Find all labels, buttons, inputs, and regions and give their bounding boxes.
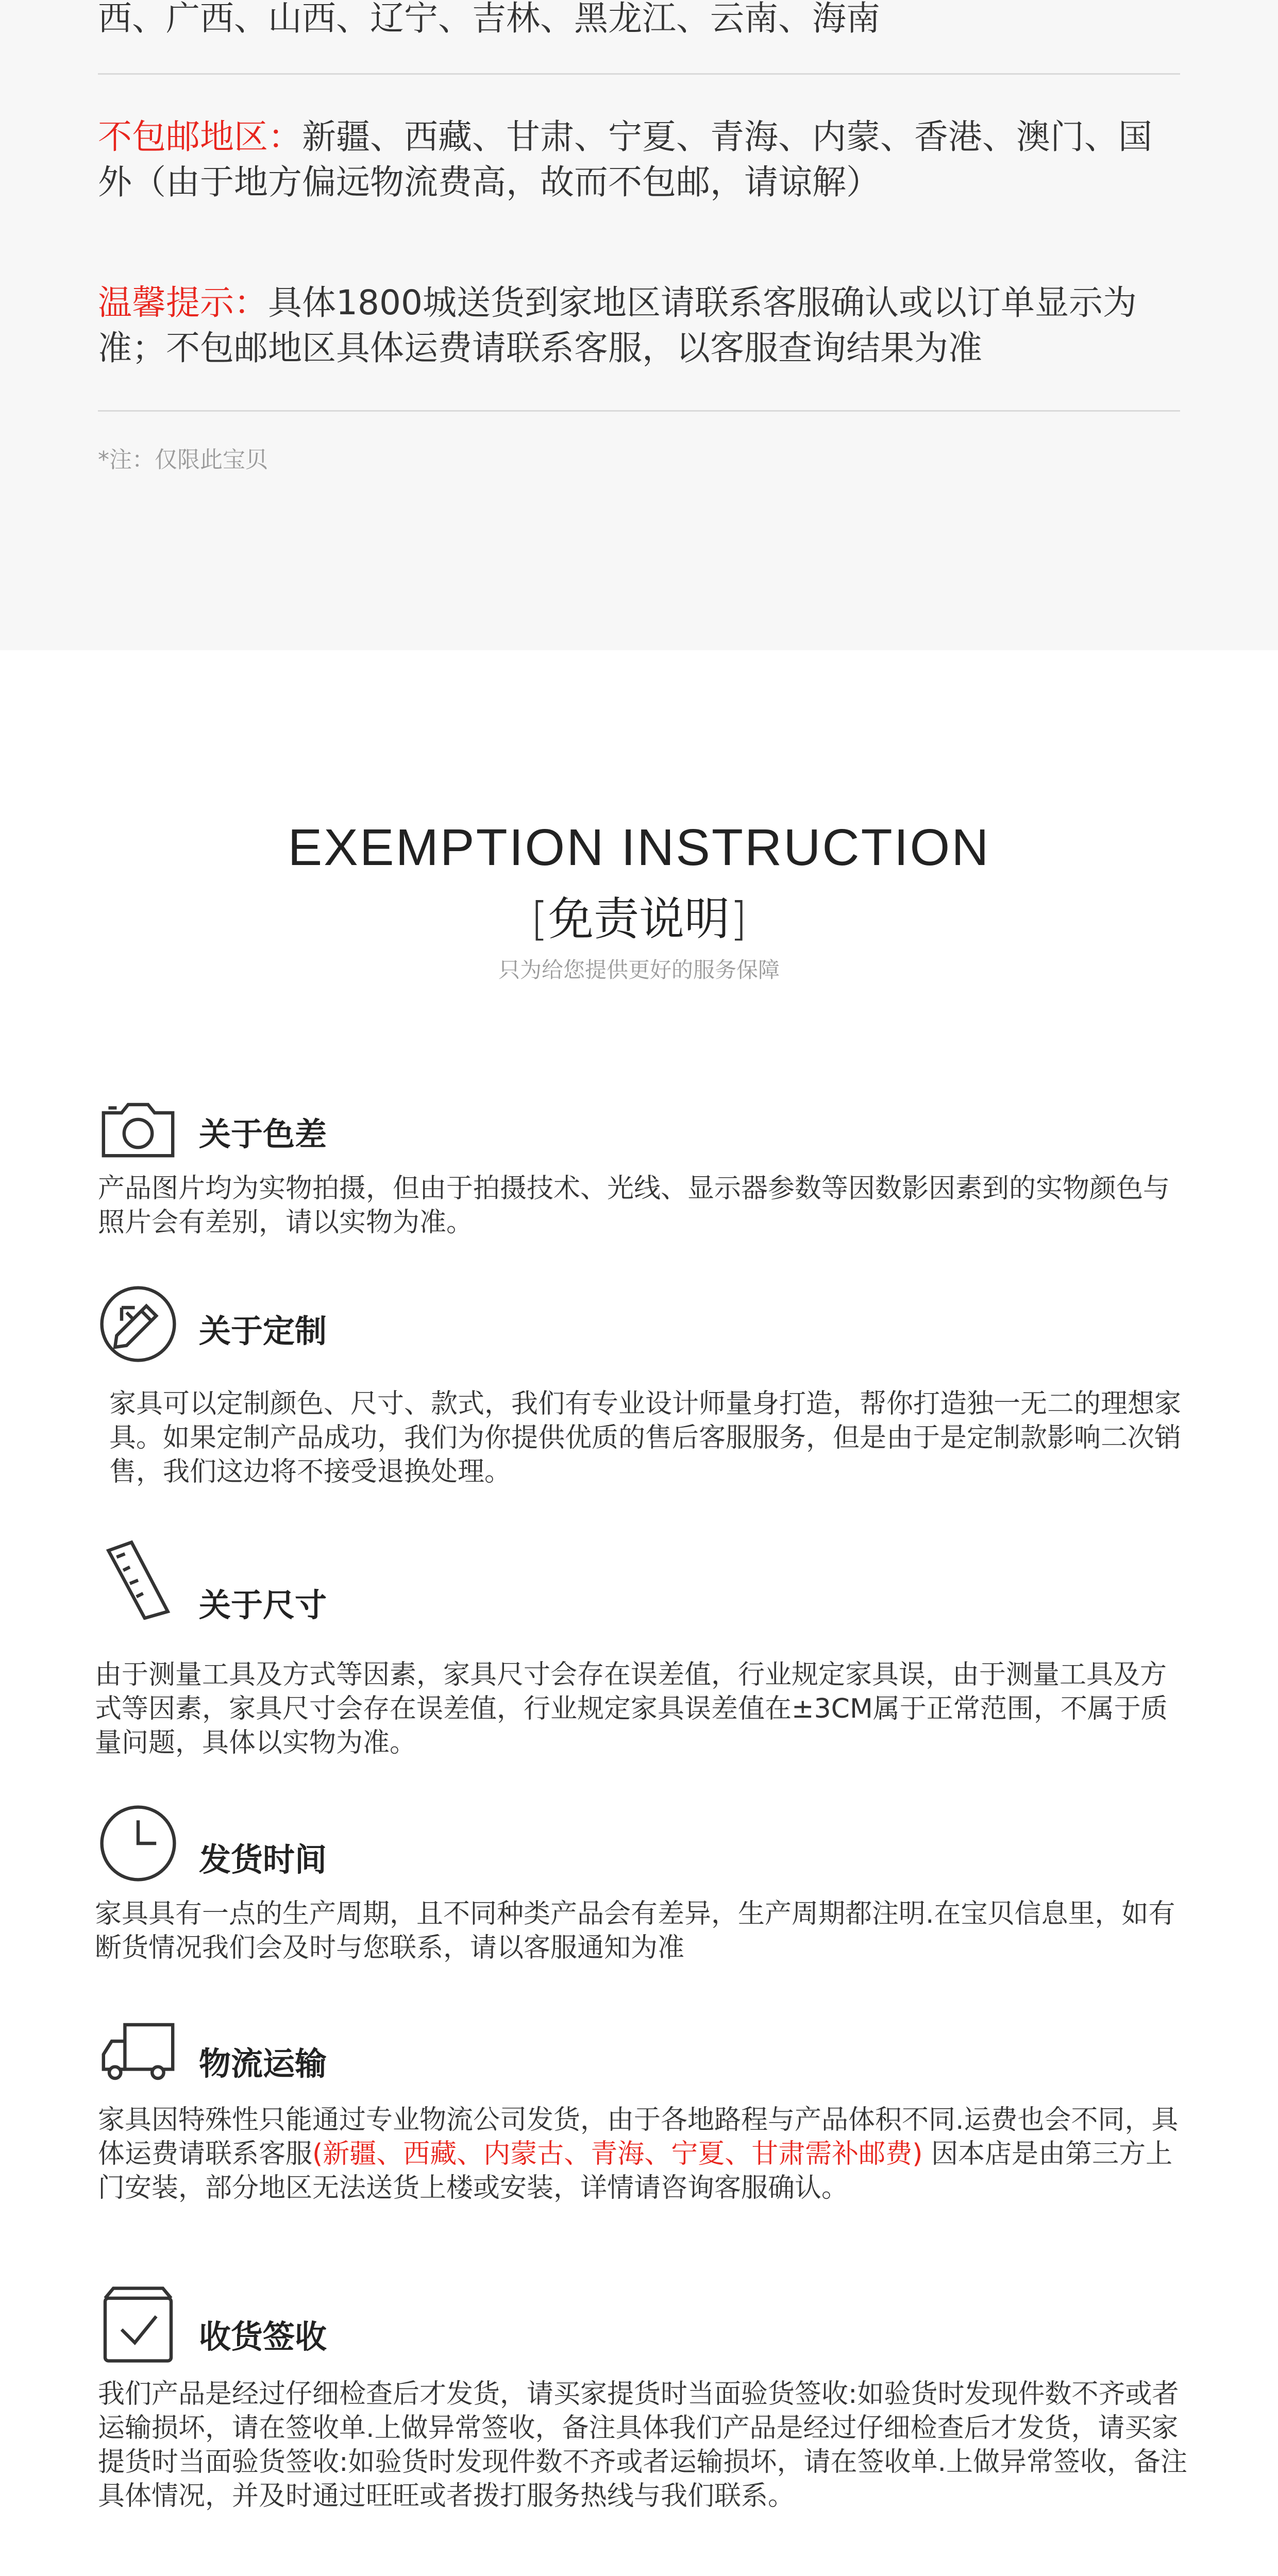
section-title-custom: 关于定制: [199, 1312, 327, 1350]
bracket-left: [: [530, 892, 548, 945]
section-body-color: 产品图片均为实物拍摄，但由于拍摄技术、光线、显示器参数等因数影因素到的实物颜色与照片会有差别，请以实物为准。: [98, 1173, 1170, 1238]
exemption-subtitle-text: 免责说明: [548, 892, 730, 945]
section-body-size: 由于测量工具及方式等因素，家具尺寸会存在误差值，行业规定家具误，由于测量工具及方式等因素，家具尺寸会存在误差值，行业规定家具误差值在±3CM属于正常范围，不属于质量问题，具体以实物为准。: [95, 1659, 1168, 1758]
no-free-shipping-paragraph: [98, 114, 1180, 205]
shipping-info-section: [0, 0, 1278, 650]
tip-text: 具体1800城送货到家地区请联系客服确认或以订单显示为准；不包邮地区具体运费请联系客服，以客服查询结果为准: [98, 283, 1137, 368]
section-body-delivery-time: 家具具有一点的生产周期，且不同种类产品会有差异，生产周期都注明.在宝贝信息里，如有断货情况我们会及时与您联系，请以客服通知为准: [95, 1899, 1175, 1963]
note-text: *注：仅限此宝贝: [98, 447, 268, 473]
camera-icon: [97, 1088, 179, 1171]
exemption-tagline: 只为给您提供更好的服务保障: [498, 957, 780, 982]
exemption-subtitle: [0, 883, 1278, 948]
regions-tail: 西、广西、山西、辽宁、吉林、黑龙江、云南、海南: [98, 0, 880, 38]
tip-label: 温馨提示：: [98, 283, 268, 323]
no-free-shipping-text: 新疆、西藏、甘肃、宁夏、青海、内蒙、香港、澳门、国外（由于地方偏远物流费高，故而不包邮，请谅解）: [98, 117, 1152, 202]
logistics-text: 家具因特殊性只能通过专业物流公司发货，由于各地路程与产品体积不同.运费也会不同，具体运费请联系客服: [98, 2105, 1179, 2170]
exemption-title: EXEMPTION INSTRUCTION: [288, 819, 990, 876]
section-title-size: 关于尺寸: [199, 1586, 327, 1624]
pencil-ruler-icon: [97, 1283, 179, 1365]
divider: [98, 410, 1180, 412]
section-title-receipt: 收货签收: [199, 2318, 327, 2355]
section-title-color: 关于色差: [199, 1115, 327, 1153]
logistics-extra-fee-regions: (新疆、西藏、内蒙古、青海、宁夏、甘肃需补邮费): [312, 2139, 923, 2170]
clock-icon: [97, 1802, 179, 1885]
divider: [98, 73, 1180, 75]
logistics-text-after: 因本店是由第三方上门安装，部分地区无法送货上楼或安装，详情请咨询客服确认。: [98, 2139, 1173, 2204]
section-body-custom: 家具可以定制颜色、尺寸、款式，我们有专业设计师量身打造，帮你打造独一无二的理想家具。如果定制产品成功，我们为你提供优质的售后客服服务，但是由于是定制款影响二次销售，我们这边将不接受退换处理。: [109, 1388, 1182, 1487]
section-title-logistics: 物流运输: [199, 2045, 327, 2082]
bracket-right: ]: [730, 892, 748, 945]
truck-icon: [97, 2008, 179, 2091]
section-body-receipt: 我们产品是经过仔细检查后才发货，请买家提货时当面验货签收:如验货时发现件数不齐或者运输损坏，请在签收单.上做异常签收，备注具体我们产品是经过仔细检查后才发货，请买家提货时当面验货签收:如验货时发现件数不齐或者运输损坏，请在签收单.上做异常签收，备注具体情况，并及时通过旺旺或者拨打服务热线与我们联系。: [98, 2379, 1188, 2512]
ruler-icon: [97, 1537, 179, 1620]
no-free-shipping-label: 不包邮地区：: [98, 117, 302, 157]
section-title-delivery-time: 发货时间: [199, 1841, 327, 1878]
section-body-logistics: [98, 2103, 1196, 2205]
free-shipping-regions-text: [98, 0, 1180, 41]
tip-paragraph: [98, 280, 1180, 371]
checkbox-icon: [97, 2283, 179, 2366]
